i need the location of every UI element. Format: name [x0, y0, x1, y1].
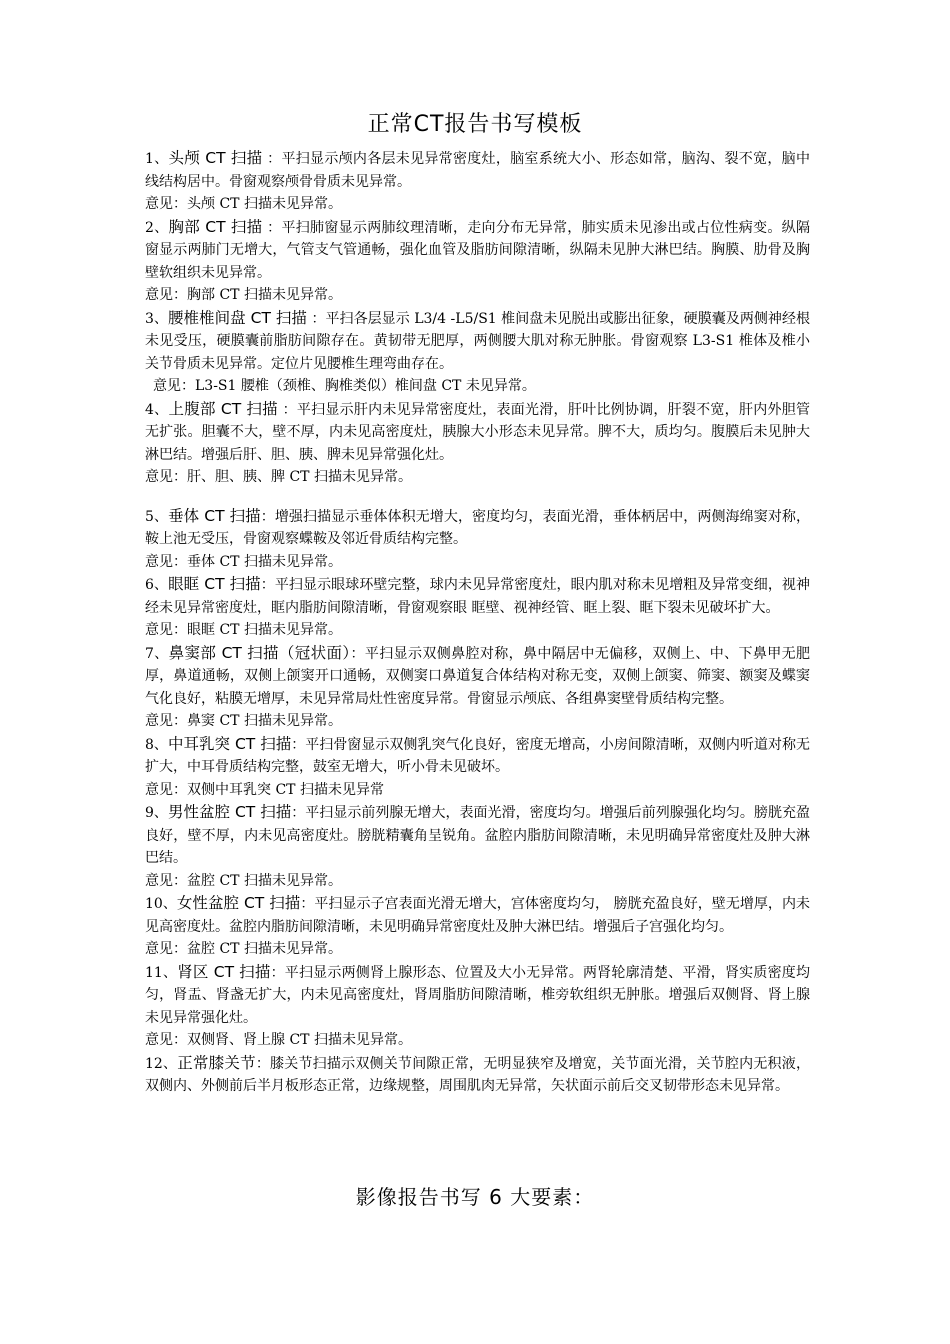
section-body: ：平扫显示双侧鼻腔对称，鼻中隔居中无偏移，双侧上、中、下鼻甲无肥厚，鼻道通畅，双侧上颌窦开口通畅，双侧窦口鼻道复合体结构对称无变，双侧上颌窦、筛窦、额窦及蝶窦气化良好，粘膜无增厚，未见异常局灶性密度异常。骨窗显示颅底、各组鼻窦壁骨质结构完整。 — [145, 645, 810, 707]
section-description — [145, 642, 810, 711]
section-heading: 垂体 CT 扫描 — [168, 506, 261, 525]
section-heading: 头颅 CT 扫描 — [168, 149, 263, 167]
section-number: 5、 — [145, 508, 169, 525]
section-description — [145, 307, 810, 376]
section-lumbar-disc-ct — [145, 307, 810, 398]
report-template-list — [145, 147, 810, 1098]
section-chest-ct — [145, 216, 810, 307]
section-body: ：平扫肺窗显示两肺纹理清晰，走向分布无异常，肺实质未见渗出或占位性病变。纵隔窗显示两肺门无增大，气管支气管通畅，强化血管及脂肪间隙清晰，纵隔未见肿大淋巴结。胸膜、肋骨及胸壁软组织未见异常。 — [145, 219, 810, 281]
section-female-pelvis-ct — [145, 892, 810, 961]
section-heading: 女性盆腔 CT 扫描 — [176, 894, 301, 912]
section-body: ：平扫显示子宫表面光滑无增大，宫体密度均匀， 膀胱充盈良好，壁无增厚，内未见高密度灶。盆腔内脂肪间隙清晰，未见明确异常密度灶及肿大淋巴结。增强后子宫强化均匀。 — [145, 896, 810, 935]
section-body: ：平扫各层显示 L3/4 -L5/S1 椎间盘未见脱出或膨出征象，硬膜囊及两侧神经根未见受压，硬膜囊前脂肪间隙存在。黄韧带无肥厚，两侧腰大肌对称无肿胀。骨窗观察 L3-S1 椎体及椎小关节骨质未见异常。定位片见腰椎生理弯曲存在。 — [145, 310, 810, 372]
section-upper-abdomen-ct — [145, 398, 810, 489]
section-body: ：平扫显示两侧肾上腺形态、位置及大小无异常。两肾轮廓清楚、平滑，肾实质密度均匀，肾盂、肾盏无扩大，内未见高密度灶，肾周脂肪间隙清晰，椎旁软组织无肿胀。增强后双侧肾、肾上腺未见异常强化灶。 — [145, 964, 810, 1026]
section-opinion: 意见：眼眶 CT 扫描未见异常。 — [145, 622, 342, 638]
section-body: ：平扫显示颅内各层未见异常密度灶，脑室系统大小、形态如常，脑沟、裂不宽，脑中线结构居中。骨窗观察颅骨骨质未见异常。 — [145, 151, 810, 190]
section-description — [145, 573, 810, 619]
section-heading: 胸部 CT 扫描 — [168, 217, 263, 236]
section-heading: 上腹部 CT 扫描 — [168, 399, 278, 418]
section-opinion: 意见：垂体 CT 扫描未见异常。 — [145, 553, 342, 570]
section-description — [145, 398, 810, 467]
section-heading: 正常膝关节 — [177, 1053, 256, 1072]
section-number: 12、 — [145, 1055, 178, 1072]
section-opinion: 意见：L3-S1 腰椎（颈椎、胸椎类似）椎间盘 CT 未见异常。 — [153, 378, 536, 394]
section-opinion: 意见：肝、胆、胰、脾 CT 扫描未见异常。 — [145, 469, 412, 485]
blank-line — [145, 489, 810, 505]
section-heading: 男性盆腔 CT 扫描 — [167, 803, 292, 821]
section-number: 9、 — [145, 805, 168, 821]
section-opinion: 意见：头颅 CT 扫描未见异常。 — [145, 196, 342, 212]
section-description — [145, 733, 810, 779]
section-sinus-ct — [145, 642, 810, 733]
section-opinion: 意见：盆腔 CT 扫描未见异常。 — [145, 872, 342, 889]
section-knee-joint — [145, 1052, 810, 1098]
section-number: 2、 — [145, 219, 169, 236]
section-description — [145, 892, 810, 938]
section-body: ：膝关节扫描示双侧关节间隙正常，无明显狭窄及增宽，关节面光滑，关节腔内无积液，双侧内、外侧前后半月板形态正常，边缘规整，周围肌肉无异常，矢状面示前后交叉韧带形态未见异常。 — [145, 1055, 810, 1094]
section-opinion: 意见：双侧中耳乳突 CT 扫描未见异常 — [145, 781, 384, 798]
section-middle-ear-ct — [145, 733, 810, 802]
section-number: 10、 — [145, 896, 177, 912]
section-number: 11、 — [145, 964, 178, 981]
section-description — [145, 961, 810, 1030]
section-description — [145, 505, 810, 551]
section-heading: 中耳乳突 CT 扫描 — [167, 734, 292, 753]
section-male-pelvis-ct — [145, 801, 810, 892]
section-description — [145, 216, 810, 285]
section-number: 1、 — [145, 151, 169, 167]
section-body: ：增强扫描显示垂体体积无增大，密度均匀，表面光滑，垂体柄居中，两侧海绵窦对称，鞍上池无受压，骨窗观察蝶鞍及邻近骨质结构完整。 — [145, 508, 810, 547]
section-opinion: 意见：胸部 CT 扫描未见异常。 — [145, 287, 342, 303]
section-opinion: 意见：鼻窦 CT 扫描未见异常。 — [145, 713, 342, 729]
section-heading: 鼻窦部 CT 扫描（冠状面） — [168, 643, 351, 662]
section-body: ：平扫显示眼球环壁完整，球内未见异常密度灶，眼内肌对称未见增粗及异常变细，视神经未见异常密度灶，眶内脂肪间隙清晰，骨窗观察眼 眶壁、视神经管、眶上裂、眶下裂未见破坏扩大。 — [145, 577, 810, 616]
section-number: 3、 — [145, 310, 168, 327]
section-body: ：平扫骨窗显示双侧乳突气化良好，密度无增高，小房间隙清晰，双侧内听道对称无扩大，中耳骨质结构完整，鼓室无增大，听小骨未见破坏。 — [145, 736, 810, 775]
footer-heading: 影像报告书写 6 大要素： — [355, 1185, 595, 1209]
section-heading: 肾区 CT 扫描 — [177, 962, 271, 981]
section-orbit-ct — [145, 573, 810, 642]
section-kidney-ct — [145, 961, 810, 1052]
section-body: ：平扫显示前列腺无增大，表面光滑，密度均匀。增强后前列腺强化均匀。膀胱充盈良好，壁不厚，内未见高密度灶。膀胱精囊角呈锐角。盆腔内脂肪间隙清晰，未见明确异常密度灶及肿大淋巴结。 — [145, 805, 810, 866]
section-body: ：平扫显示肝内未见异常密度灶，表面光滑，肝叶比例协调，肝裂不宽，肝内外胆管无扩张。胆囊不大，壁不厚，内未见高密度灶，胰腺大小形态未见异常。脾不大，质均匀。腹膜后未见肿大淋巴结。增强后肝、胆、胰、脾未见异常强化灶。 — [145, 401, 810, 463]
section-description — [145, 147, 810, 193]
section-number: 4、 — [145, 401, 169, 418]
section-number: 6、 — [145, 577, 169, 593]
section-head-ct — [145, 147, 810, 216]
section-opinion: 意见：双侧肾、肾上腺 CT 扫描未见异常。 — [145, 1032, 412, 1048]
page-title: 正常CT报告书写模板 — [367, 112, 583, 137]
section-number: 8、 — [145, 736, 168, 753]
section-heading: 眼眶 CT 扫描 — [168, 575, 261, 593]
section-description — [145, 1052, 810, 1098]
section-description — [145, 801, 810, 870]
section-number: 7、 — [145, 645, 169, 662]
section-opinion: 意见：盆腔 CT 扫描未见异常。 — [145, 941, 342, 957]
section-heading: 腰椎椎间盘 CT 扫描 — [167, 308, 307, 327]
section-pituitary-ct — [145, 505, 810, 574]
